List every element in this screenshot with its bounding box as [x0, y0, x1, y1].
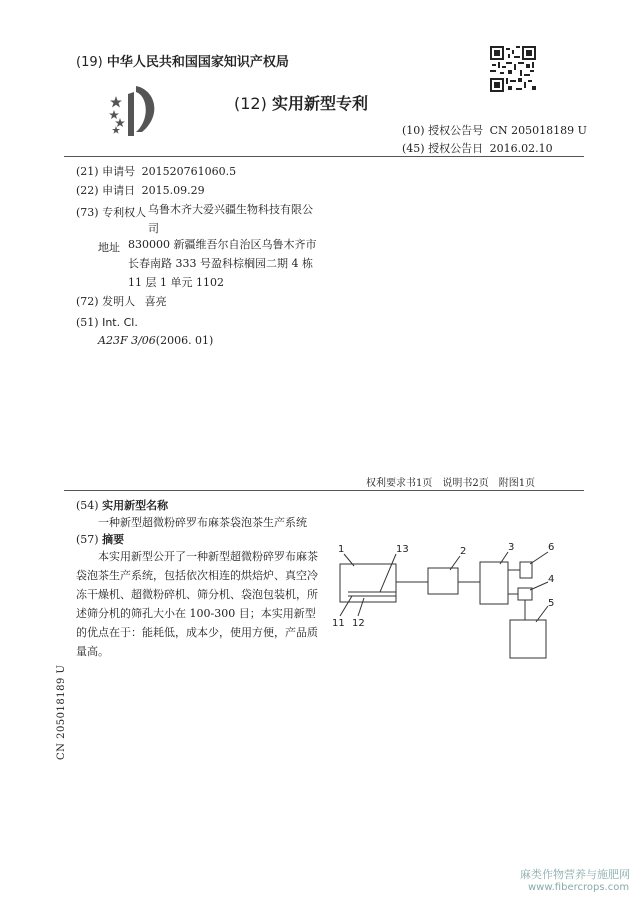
- office-header: [76, 51, 289, 70]
- leader-4: [530, 582, 548, 590]
- cnipa-logo-icon: [104, 82, 164, 142]
- ipc-class: A23F 3/06: [98, 334, 156, 347]
- unit-6-box: [520, 562, 532, 578]
- biblio-divider: [64, 490, 584, 491]
- label-11: 11: [332, 618, 345, 629]
- address-label: 地址: [98, 241, 120, 254]
- side-pub-number: CN 205018189 U: [56, 664, 67, 760]
- app-no-value: 201520761060.5: [141, 165, 237, 178]
- label-13: 13: [396, 544, 409, 555]
- pub-date-line: [402, 140, 553, 156]
- leader-6: [530, 552, 548, 564]
- app-no-label: 申请号: [102, 165, 136, 178]
- ipc-label: Int. Cl.: [102, 316, 138, 329]
- filing-code: (22): [76, 184, 99, 197]
- filing-value: 2015.09.29: [141, 184, 205, 197]
- inventor-value: 喜亮: [144, 295, 167, 308]
- address-value: 830000 新疆维吾尔自治区乌鲁木齐市长春南路 333 号盈科棕榈园二期 4 栋 11 层 1 单元 1102: [128, 238, 317, 289]
- doc-type-code: (12): [234, 94, 267, 113]
- ipc-line: [76, 316, 138, 329]
- watermark-url: www.fibercrops.com: [528, 882, 630, 893]
- sieving-machine-box: [518, 588, 532, 600]
- ipc-code: (51): [76, 316, 99, 329]
- ipc-version: (2006. 01): [155, 334, 214, 347]
- leader-11: [340, 596, 352, 616]
- patentee-label: 专利权人: [102, 206, 147, 219]
- leader-12: [358, 598, 364, 616]
- header-divider: [64, 156, 584, 157]
- patentee-value: 乌鲁木齐大爱兴疆生物科技有限公司: [148, 203, 313, 235]
- utility-model-title: 一种新型超微粉碎罗布麻茶袋泡茶生产系统: [98, 516, 307, 529]
- app-no-code: (21): [76, 165, 99, 178]
- abstract-heading: [76, 531, 124, 547]
- app-no-line: [76, 163, 236, 179]
- pub-no-code: (10): [402, 124, 425, 137]
- vacuum-freeze-dryer-box: [428, 568, 458, 594]
- label-5: 5: [548, 598, 555, 609]
- office-code: (19): [76, 55, 103, 70]
- leader-13: [380, 554, 396, 592]
- title-code: (54): [76, 499, 99, 512]
- label-6: 6: [548, 542, 555, 553]
- pub-no-line: [402, 122, 587, 138]
- title-heading: [76, 497, 168, 513]
- label-12: 12: [352, 618, 365, 629]
- page-counts: 权利要求书1页 说明书2页 附图1页: [366, 478, 536, 489]
- pub-date-label: 授权公告日: [428, 142, 484, 155]
- inventor-label: 发明人: [102, 295, 136, 308]
- label-3: 3: [508, 542, 515, 553]
- abstract-text: 本实用新型公开了一种新型超微粉碎罗布麻茶袋泡茶生产系统，包括依次相连的烘焙炉、真空冷冻干燥机、超微粉碎机、筛分机、袋泡包装机，所述筛分机的筛孔大小在 100-300 目；本实用新型的优点在于：能耗低，成本少，使用方便，产品质量高。: [76, 550, 318, 658]
- doc-type-label: 实用新型专利: [271, 94, 368, 113]
- abstract-code: (57): [76, 533, 99, 546]
- superfine-grinder-box: [480, 562, 508, 604]
- watermark-cn: 麻类作物营养与施肥网: [520, 868, 630, 881]
- label-4: 4: [548, 574, 555, 585]
- abstract-label: 摘要: [102, 533, 125, 546]
- pub-no-label: 授权公告号: [428, 124, 484, 137]
- filing-line: [76, 182, 205, 198]
- office-name: 中华人民共和国国家知识产权局: [106, 55, 289, 70]
- doc-type: [234, 91, 368, 114]
- patentee-line: [76, 204, 146, 220]
- inventor-code: (72): [76, 295, 99, 308]
- qr-code: [490, 46, 536, 96]
- pub-no-value: CN 205018189 U: [489, 124, 587, 137]
- title-label: 实用新型名称: [102, 499, 169, 512]
- diagram-svg: [330, 540, 580, 670]
- ipc-class-line: [98, 334, 213, 347]
- label-2: 2: [460, 546, 467, 557]
- pub-date-value: 2016.02.10: [489, 142, 553, 155]
- system-diagram: [330, 540, 580, 674]
- label-1: 1: [338, 544, 345, 555]
- patentee-code: (73): [76, 206, 99, 219]
- pub-date-code: (45): [402, 142, 425, 155]
- inventor-line: [76, 293, 167, 309]
- bag-packing-machine-box: [510, 620, 546, 658]
- filing-label: 申请日: [102, 184, 136, 197]
